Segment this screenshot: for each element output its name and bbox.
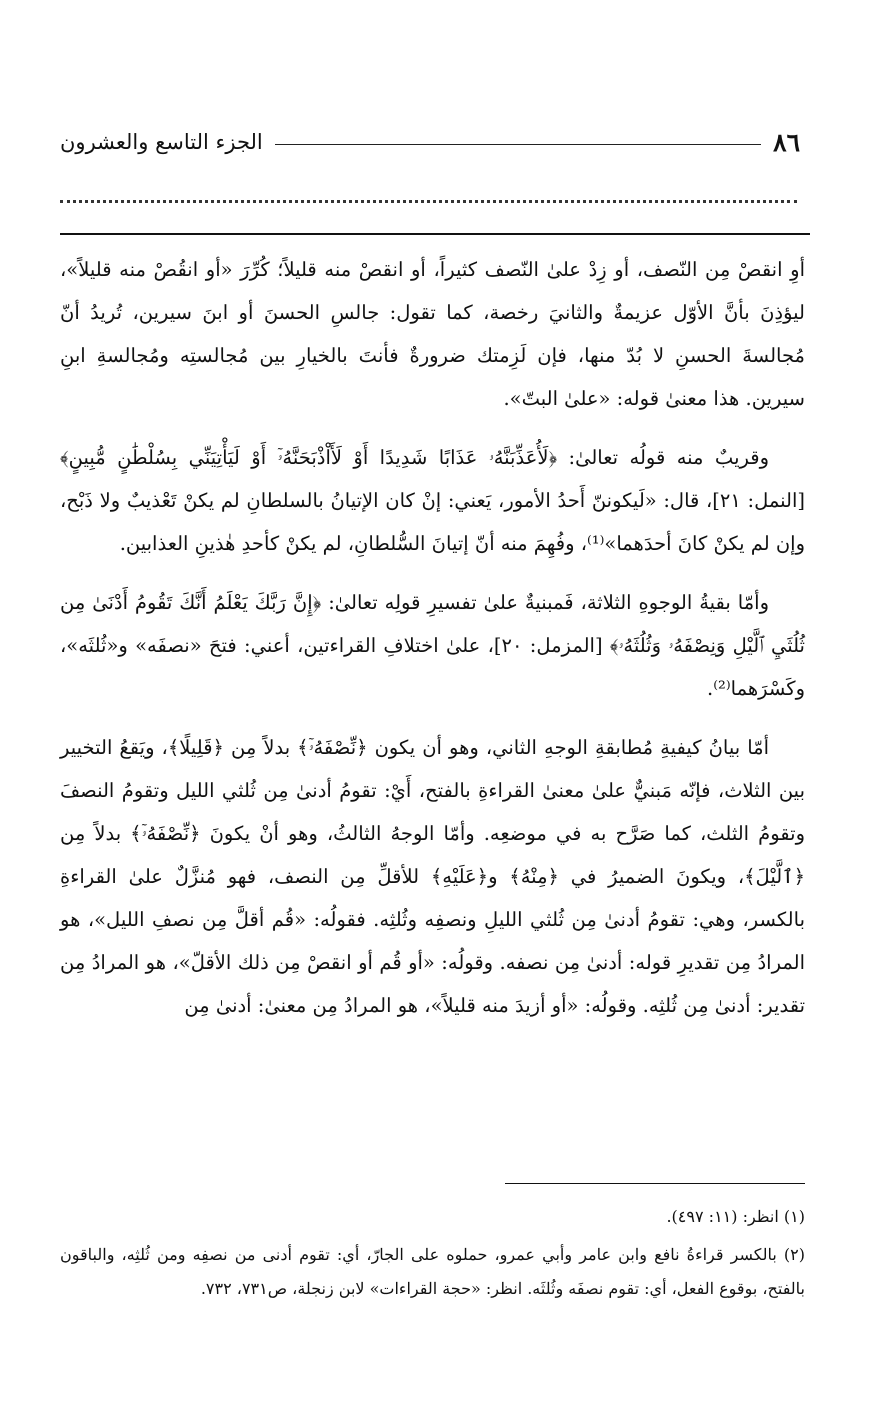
- paragraph: وقريبٌ منه قولُه تعالىٰ: ﴿لَأُعَذِّبَنَّهُۥ عَذَابًا شَدِيدًا أَوْ لَأَاْذْبَحَنَّهُۥٓ أَوْ لَيَأْتِيَنِّي بِسُلْطَٰنٍ مُّبِينٍ﴾ [النمل: ٢١]، قال: «لَيكوننّ أَحدُ الأمور، يَعني: إنْ كان الإتيانُ بالسلطانِ لم يكنْ تَعْذيبٌ ولا ذَبْح، وإن لم يكنْ كانَ أحدَهما»⁽¹⁾، وفُهِمَ منه أنّ إتيانَ السُّلطانِ، لم يكنْ كأحدِ هٰذينِ العذابين.: [60, 446, 805, 555]
- paragraph: وأمّا بقيةُ الوجوهِ الثلاثة، فَمبنيةٌ علىٰ تفسيرِ قولِه تعالىٰ: ﴿إِنَّ رَبَّكَ يَعْلَمُ أَنَّكَ تَقُومُ أَدْنَىٰ مِن ثُلُثَيِ ٱلَّيْلِ وَنِصْفَهُۥ وَثُلُثَهُۥ﴾ [المزمل: ٢٠]، علىٰ اختلافِ القراءتين، أعني: فتحَ «نصفَه» و«ثُلثَه»، وكَسْرَهما⁽²⁾.: [60, 591, 805, 700]
- main-text: [60, 248, 805, 1043]
- footnote: (١) انظر: (١١: ٤٩٧).: [666, 1207, 805, 1226]
- paragraph: أوِ انقصْ مِن النّصف، أو زِدْ علىٰ النّصف كثيراً، أو انقصْ منه قليلاً؛ كُرِّرَ «أو انقُصْ منه قليلاً»، ليؤذِنَ بأنَّ الأوّل عزيمةٌ والثانيَ رخصة، كما تقول: جالسِ الحسنَ أو ابنَ سيرين، تُريدُ أنّ مُجالسةَ الحسنِ لا بُدّ منها، فإن لَزِمتك ضرورةٌ فأنتَ بالخيارِ بين مُجالستِه ومُجالسةِ ابنِ سيرين. هذا معنىٰ قوله: «علىٰ البتّ».: [60, 258, 805, 410]
- paragraph: أمّا بيانُ كيفيةِ مُطابقةِ الوجهِ الثاني، وهو أن يكون ﴿نِّصْفَهُۥٓ﴾ بدلاً مِن ﴿قَلِيلًا﴾، ويَقعُ التخيير بين الثلاث، فإنّه مَبنيٌّ علىٰ معنىٰ القراءةِ بالفتح، أَيْ: تقومُ أدنىٰ مِن ثُلثي الليل وتقومُ النصفَ وتقومُ الثلث، كما صَرَّح به في موضعِه. وأمّا الوجهُ الثالثُ، وهو أنْ يكونَ ﴿نِّصْفَهُۥٓ﴾ بدلاً مِن ﴿ٱلَّيْلَ﴾، ويكونَ الضميرُ في ﴿مِنْهُ﴾ و﴿عَلَيْهِ﴾ للأقلِّ مِن النصف، فهو مُنزَّلٌ علىٰ القراءةِ بالكسر، وهي: تقومُ أدنىٰ مِن ثُلثي الليلِ ونصفِه وثُلثِه. فقولُه: «قُم أقلَّ مِن نصفِ الليل»، هو المرادُ مِن تقديرِ قوله: أدنىٰ مِن نصفه. وقولُه: «أو قُم أو انقصْ مِن ذلك الأقلّ»، هو المرادُ مِن تقدير: أدنىٰ مِن ثُلثِه. وقولُه: «أو أزيدَ منه قليلاً»، هو المرادُ مِن معنىٰ: أدنىٰ مِن: [60, 736, 805, 1017]
- page-number: ٨٦: [773, 127, 800, 157]
- footnote-separator: [505, 1183, 805, 1184]
- footnotes: [60, 1200, 805, 1310]
- dotted-separator: [60, 200, 797, 203]
- running-title: الجزء التاسع والعشرون: [60, 130, 263, 154]
- footnote: (٢) بالكسر قراءةُ نافع وابن عامر وأبي عمرو، حملوه على الجارّ، أي: تقوم أدنى من نصفِه ومن ثُلثِه، والباقون بالفتح، بوقوع الفعل، أي: تقوم نصفَه وثُلثَه. انظر: «حجة القراءات» لابن زنجلة، ص٧٣١، ٧٣٢.: [60, 1245, 805, 1298]
- page-header: [60, 122, 800, 162]
- header-rule: [275, 144, 761, 145]
- header-separator: [60, 233, 810, 235]
